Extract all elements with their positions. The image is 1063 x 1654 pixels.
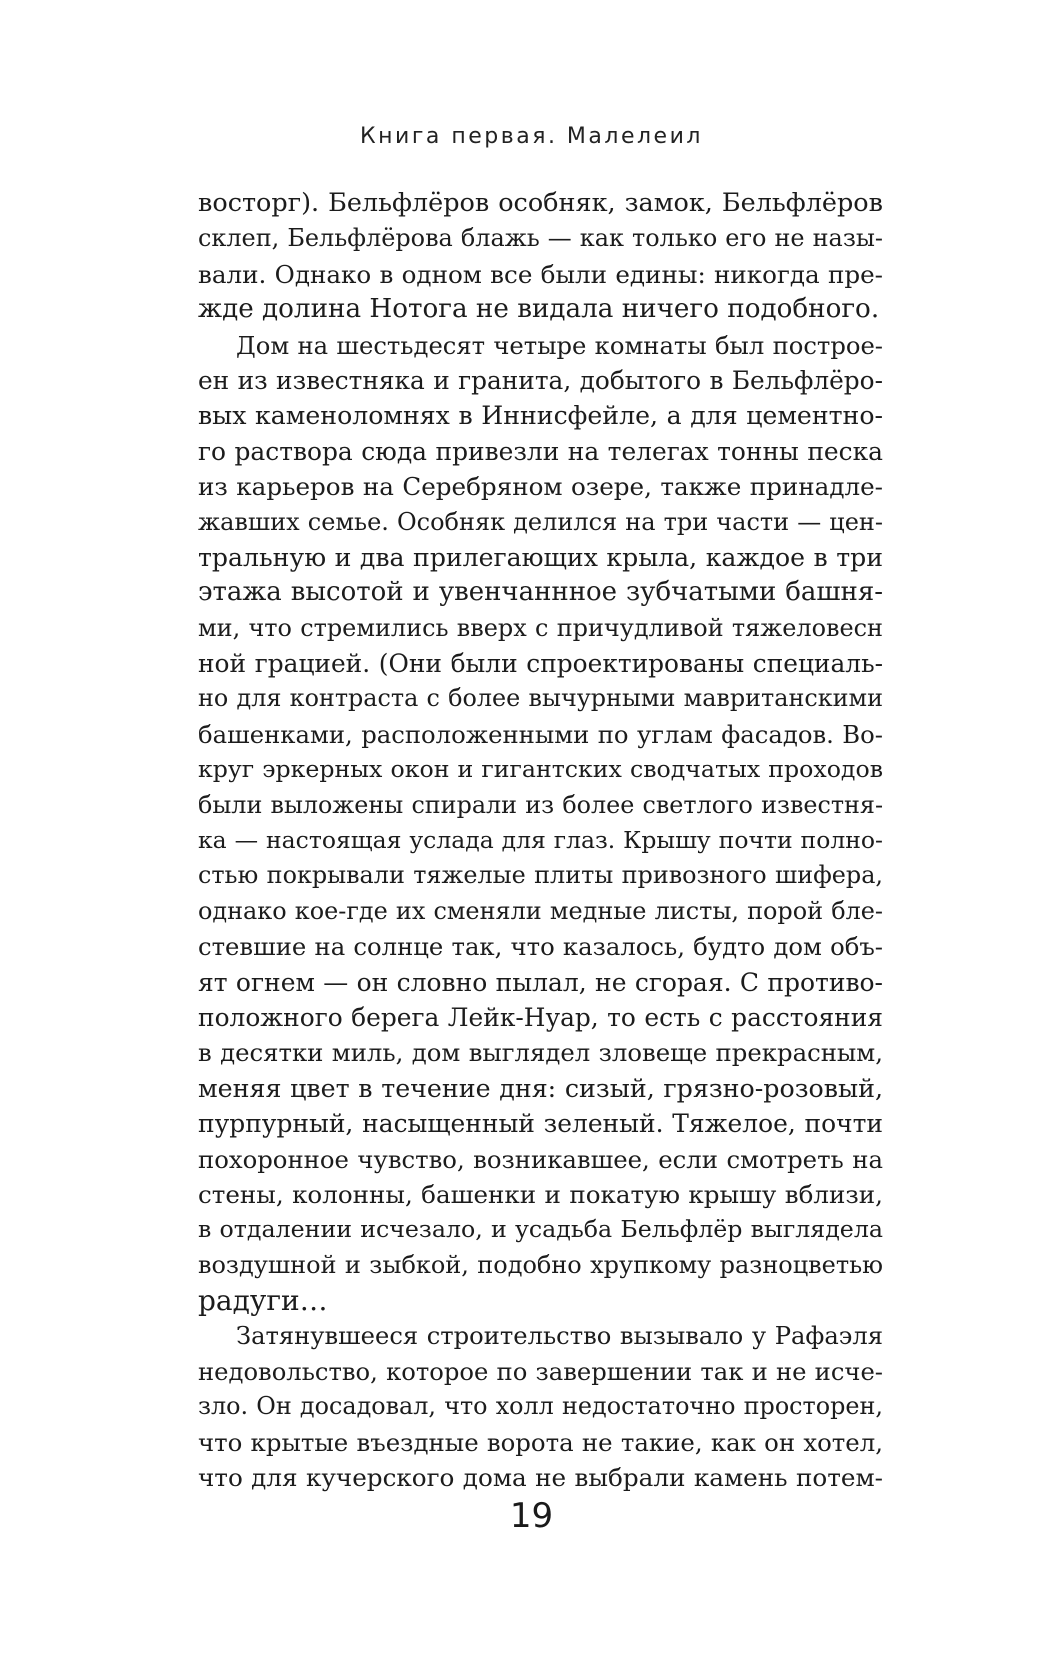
text-line: жде долина Нотога не видала ничего подобного. bbox=[198, 294, 880, 325]
text-line: жавших семье. Особняк делился на три части — цен- bbox=[198, 507, 883, 536]
text-line: похоронное чувство, возникавшее, если смотреть на bbox=[198, 1144, 883, 1174]
running-header: Книга первая. Малелеил bbox=[360, 124, 703, 149]
text-line: однако кое-где их сменяли медные листы, порой бле- bbox=[198, 896, 883, 925]
text-line: положного берега Лейк-Нуар, то есть с расстояния bbox=[198, 1002, 883, 1032]
text-line: из карьеров на Серебряном озере, также принадле- bbox=[198, 472, 883, 502]
text-line: что крытые въездные ворота не такие, как он хотел, bbox=[198, 1427, 883, 1457]
text-line: стены, колонны, башенки и покатую крышу вблизи, bbox=[198, 1179, 883, 1209]
text-line: восторг). Бельфлёров особняк, замок, Бельфлёров bbox=[198, 188, 883, 218]
text-line: пурпурный, насыщенный зеленый. Тяжелое, почти bbox=[198, 1109, 883, 1139]
text-line: воздушной и зыбкой, подобно хрупкому разноцветью bbox=[198, 1250, 883, 1279]
text-line: в отдалении исчезало, и усадьба Бельфлёр выглядела bbox=[198, 1215, 883, 1244]
text-line: этажа высотой и увенчаннное зубчатыми башня- bbox=[198, 577, 883, 608]
text-line: вали. Однако в одном все были едины: никогда пре- bbox=[198, 259, 883, 289]
body-text bbox=[198, 186, 883, 1495]
text-line: башенками, расположенными по углам фасадов. Во- bbox=[198, 719, 883, 749]
text-line: вых каменоломнях в Иннисфейле, а для цементно- bbox=[198, 401, 883, 431]
text-line: но для контраста с более вычурными мавританскими bbox=[198, 684, 883, 713]
page-number: 19 bbox=[509, 1496, 554, 1536]
text-line: в десятки миль, дом выглядел зловеще прекрасным, bbox=[198, 1038, 883, 1068]
text-line: стью покрывали тяжелые плиты привозного шифера, bbox=[198, 861, 883, 890]
text-line: что для кучерского дома не выбрали камень потем- bbox=[198, 1463, 883, 1493]
text-line: круг эркерных окон и гигантских сводчатых проходов bbox=[198, 755, 883, 784]
text-line: го раствора сюда привезли на телегах тонны песка bbox=[198, 436, 883, 466]
text-line: зло. Он досадовал, что холл недостаточно просторен, bbox=[198, 1392, 883, 1421]
text-line: ми, что стремились вверх с причудливой тяжеловесн bbox=[198, 613, 883, 642]
text-line: ят огнем — он словно пылал, не сгорая. С противо- bbox=[198, 967, 883, 997]
text-line-paragraph-start: Дом на шестьдесят четыре комнаты был построе- bbox=[236, 330, 883, 360]
text-line-paragraph-start: Затянувшееся строительство вызывало у Рафаэля bbox=[236, 1321, 883, 1350]
text-line: были выложены спирали из более светлого известня- bbox=[198, 790, 883, 819]
text-line: недовольство, которое по завершении так и не исче- bbox=[198, 1356, 883, 1386]
text-line: меняя цвет в течение дня: сизый, грязно-розовый, bbox=[198, 1073, 883, 1103]
text-line: склеп, Бельфлёрова блажь — как только его не назы- bbox=[198, 224, 883, 253]
text-line: ной грацией. (Они были спроектированы специаль- bbox=[198, 649, 883, 679]
text-line: ка — настоящая услада для глаз. Крышу почти полно- bbox=[198, 826, 883, 855]
text-line: тральную и два прилегающих крыла, каждое в три bbox=[198, 542, 883, 572]
text-line: радуги… bbox=[198, 1284, 328, 1318]
text-line: стевшие на солнце так, что казалось, будто дом объ- bbox=[198, 932, 883, 962]
text-line: ен из известняка и гранита, добытого в Бельфлёро- bbox=[198, 365, 883, 395]
